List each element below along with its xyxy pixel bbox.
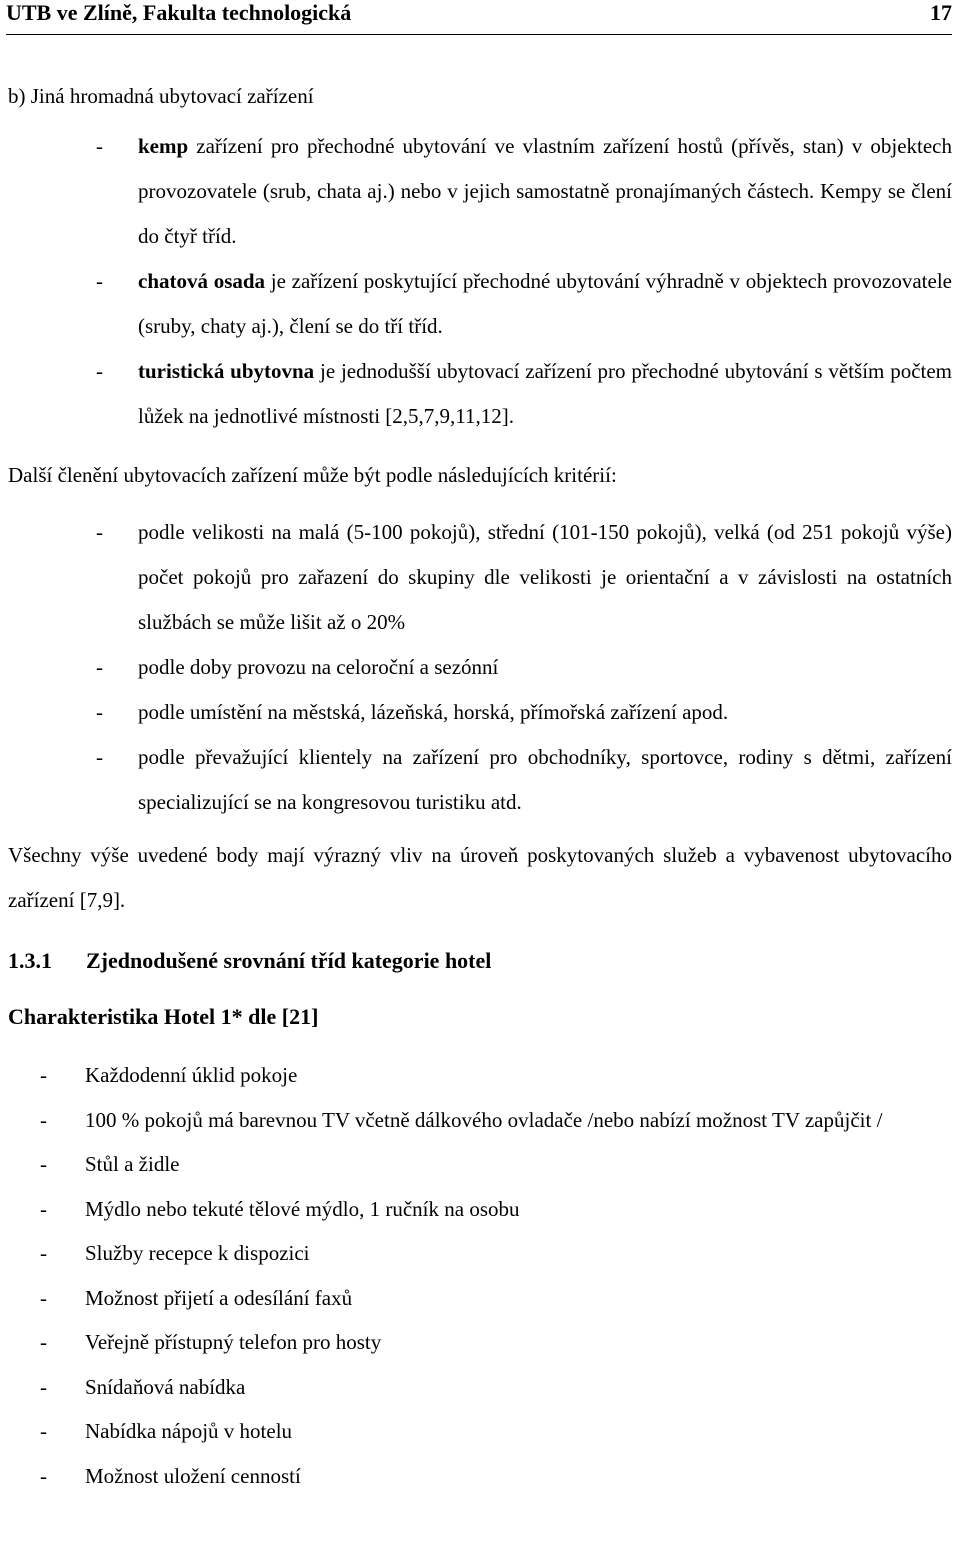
list-item: [8, 349, 952, 439]
page-content: [8, 76, 952, 1498]
page-number: 17: [930, 0, 952, 25]
dash-bullet: -: [96, 269, 103, 293]
section-title: Zjednodušené srovnání tříd kategorie hotel: [86, 948, 492, 973]
list-item: [8, 124, 952, 259]
list-item: [8, 510, 952, 645]
criteria-intro: Další členění ubytovacích zařízení může být podle následujících kritérií:: [8, 463, 617, 487]
dash-bullet: -: [96, 745, 103, 769]
item-text: podle doby provozu na celoroční a sezónní: [138, 655, 499, 679]
list-item: [8, 259, 952, 349]
term-turisticka-ubytovna: turistická ubytovna: [138, 359, 315, 383]
item-text: Možnost přijetí a odesílání faxů: [85, 1285, 353, 1310]
dash-bullet: -: [40, 1152, 47, 1176]
dash-bullet: -: [40, 1107, 47, 1132]
hotel1-feature-list: [8, 1053, 952, 1498]
item-text: je zařízení poskytující přechodné ubytování výhradně v objektech provozovatele (sruby, chaty aj.), člení se do tří tříd.: [138, 269, 952, 338]
list-item: [8, 1098, 952, 1143]
subsection-heading-b: b) Jiná hromadná ubytovací zařízení: [8, 84, 314, 108]
dash-bullet: -: [96, 700, 103, 724]
list-item: [8, 1231, 952, 1276]
list-item: [8, 1454, 952, 1499]
item-text: Snídaňová nabídka: [85, 1374, 246, 1399]
dash-bullet: -: [40, 1285, 47, 1310]
criteria-list: [8, 510, 952, 825]
page-header: [6, 0, 952, 35]
list-item: [8, 1320, 952, 1365]
hotel1-heading: Charakteristika Hotel 1* dle [21]: [8, 1004, 319, 1029]
dash-bullet: -: [96, 359, 103, 383]
item-text: podle převažující klientely na zařízení pro obchodníky, sportovce, rodiny s dětmi, zařízení specializující se na kongresovou turistiku atd.: [138, 745, 952, 814]
dash-bullet: -: [40, 1196, 47, 1221]
list-item: [8, 1053, 952, 1098]
list-item: [8, 1142, 952, 1187]
item-text: podle umístění na městská, lázeňská, horská, přímořská zařízení apod.: [138, 700, 729, 724]
list-item: [8, 735, 952, 825]
term-kemp: kemp: [138, 134, 189, 158]
accommodation-types-list: [8, 124, 952, 439]
item-text: Nabídka nápojů v hotelu: [85, 1419, 293, 1443]
item-text: Stůl a židle: [85, 1152, 180, 1176]
list-item: [8, 1276, 952, 1321]
list-item: [8, 1409, 952, 1454]
dash-bullet: -: [96, 134, 103, 158]
header-title: UTB ve Zlíně, Fakulta technologická: [6, 0, 352, 25]
item-text: Každodenní úklid pokoje: [85, 1063, 298, 1087]
item-text: Možnost uložení cenností: [85, 1463, 301, 1488]
dash-bullet: -: [40, 1330, 47, 1354]
dash-bullet: -: [40, 1374, 47, 1399]
item-text: Služby recepce k dispozici: [85, 1241, 310, 1265]
item-text: 100 % pokojů má barevnou TV včetně dálkového ovladače /nebo nabízí možnost TV zapůjčit /: [85, 1107, 883, 1132]
section-number: 1.3.1: [8, 948, 52, 973]
list-item: [8, 690, 952, 735]
dash-bullet: -: [96, 520, 103, 544]
list-item: [8, 645, 952, 690]
item-text: podle velikosti na malá (5-100 pokojů), střední (101-150 pokojů), velká (od 251 pokojů výše) počet pokojů pro zařazení do skupiny dle velikosti je orientační a v závislosti na ostatních službách se může lišit až o 20%: [138, 520, 952, 634]
dash-bullet: -: [40, 1063, 47, 1087]
term-chatova-osada: chatová osada: [138, 269, 266, 293]
dash-bullet: -: [96, 655, 103, 679]
item-text: je jednodušší ubytovací zařízení pro přechodné ubytování s větším počtem lůžek na jednotlivé místnosti [2,5,7,9,11,12].: [138, 359, 953, 428]
section-heading: [8, 941, 952, 981]
list-item: [8, 1365, 952, 1410]
dash-bullet: -: [40, 1419, 47, 1443]
item-text: Mýdlo nebo tekuté tělové mýdlo, 1 ručník na osobu: [85, 1196, 520, 1221]
summary-paragraph: Všechny výše uvedené body mají výrazný vliv na úroveň poskytovaných služeb a vybavenost ubytovacího zařízení [7,9].: [8, 843, 952, 912]
list-item: [8, 1187, 952, 1232]
item-text: Veřejně přístupný telefon pro hosty: [85, 1330, 382, 1354]
dash-bullet: -: [40, 1463, 47, 1488]
item-text: zařízení pro přechodné ubytování ve vlastním zařízení hostů (přívěs, stan) v objektech provozovatele (srub, chata aj.) nebo v jejich samostatně pronajímaných částech. Kempy se člení do čtyř tříd.: [138, 134, 952, 248]
dash-bullet: -: [40, 1241, 47, 1265]
